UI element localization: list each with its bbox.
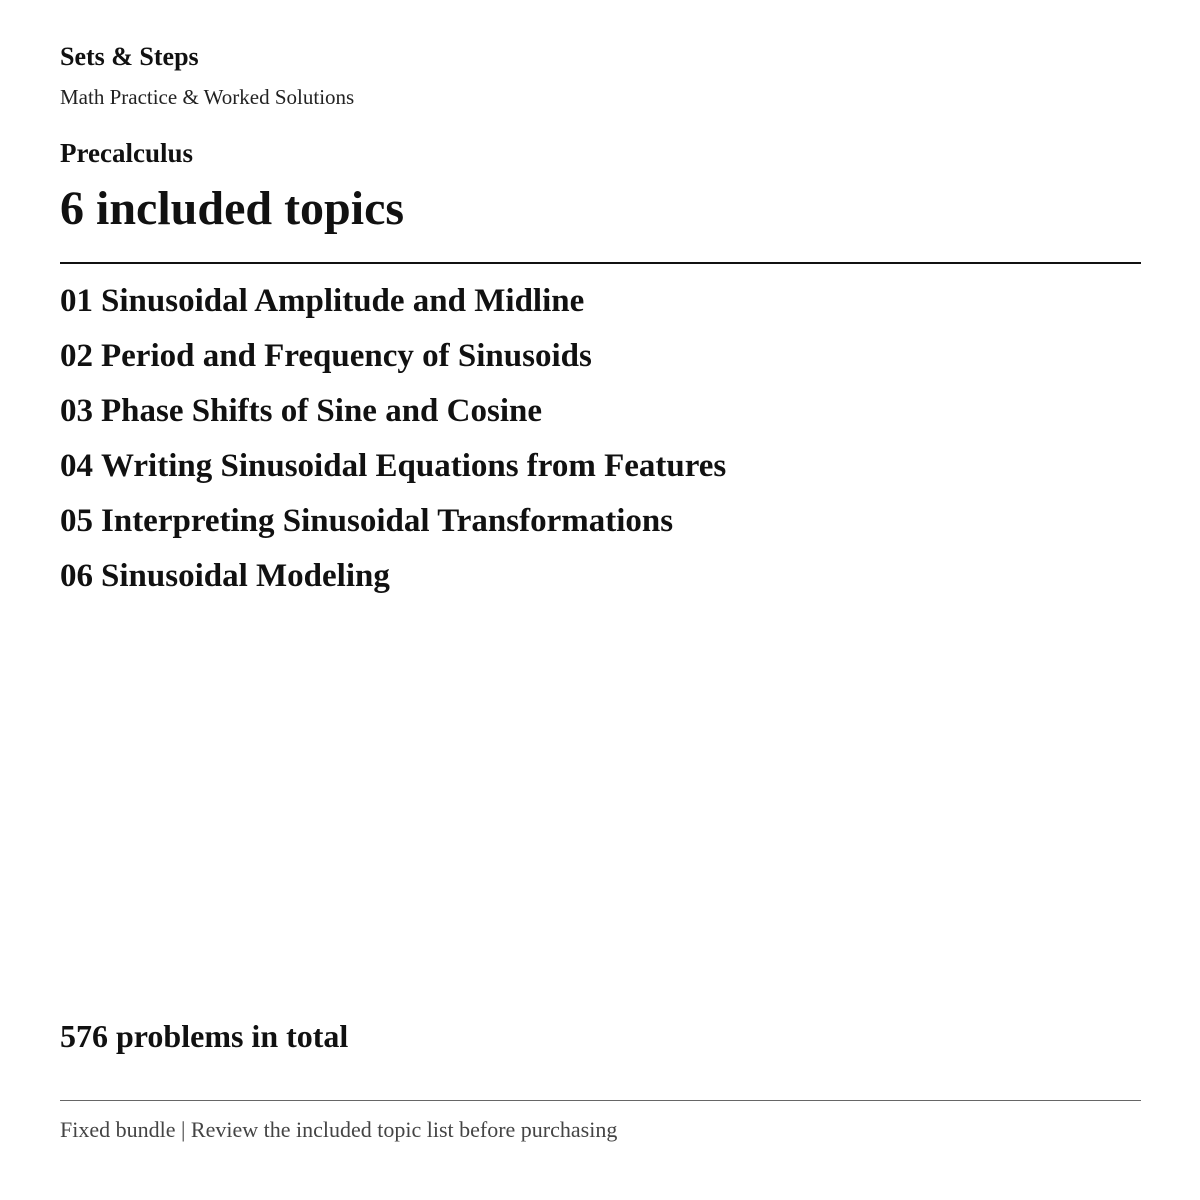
top-divider [60, 262, 1141, 264]
topic-number: 03 [60, 393, 93, 429]
topic-title: Interpreting Sinusoidal Transformations [101, 503, 674, 539]
topic-list [60, 278, 726, 608]
topic-number: 04 [60, 448, 93, 484]
topic-number: 05 [60, 503, 93, 539]
topic-item [60, 333, 726, 388]
topic-title: Writing Sinusoidal Equations from Features [101, 448, 727, 484]
topic-number: 02 [60, 338, 93, 374]
brand-name: Sets & Steps [60, 42, 199, 71]
topic-title: Sinusoidal Modeling [101, 558, 390, 594]
topic-item [60, 388, 726, 443]
topic-item [60, 553, 726, 608]
subject-title: Precalculus [60, 138, 193, 168]
bottom-divider [60, 1100, 1141, 1101]
topic-title: Period and Frequency of Sinusoids [101, 338, 592, 374]
topic-number: 01 [60, 283, 93, 319]
topic-item [60, 498, 726, 553]
problem-total: 576 problems in total [60, 1018, 349, 1054]
topic-item [60, 278, 726, 333]
topic-number: 06 [60, 558, 93, 594]
topics-headline: 6 included topics [60, 182, 405, 235]
footer-note: Fixed bundle | Review the included topic list before purchasing [60, 1117, 618, 1142]
topic-title: Phase Shifts of Sine and Cosine [101, 393, 543, 429]
brand-tagline: Math Practice & Worked Solutions [60, 85, 355, 109]
topic-title: Sinusoidal Amplitude and Midline [101, 283, 585, 319]
topic-item [60, 443, 726, 498]
